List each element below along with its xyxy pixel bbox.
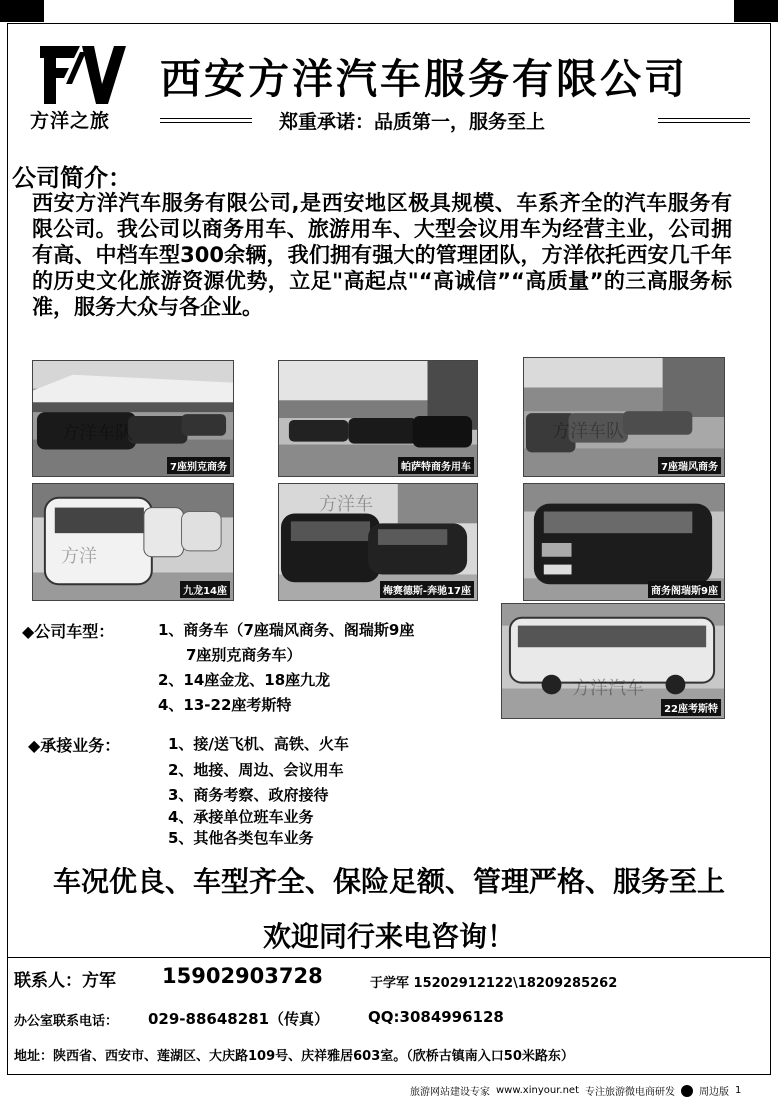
footer-dot-icon [681, 1085, 693, 1097]
services-heading: ◆承接业务： [28, 736, 121, 755]
photo-buick-7seat [32, 360, 234, 477]
banner-welcome: 欢迎同行来电咨询！ [262, 920, 515, 953]
service-line: 5、其他各类包车业务 [168, 829, 314, 847]
company-name: 西安方洋汽车服务有限公司 [160, 55, 688, 103]
banner-values: 车况优良、车型齐全、保险足额、管理严格、服务至上 [52, 865, 725, 898]
photo-label: 22座考斯特 [661, 699, 721, 716]
contact-second: 于学军 15202912122\18209285262 [370, 976, 618, 991]
corner-bar-right [734, 0, 778, 22]
footer-site[interactable]: www.xinyour.net [496, 1085, 579, 1096]
photo-coaster-22seat [501, 603, 725, 719]
contact-person: 联系人：方军 [14, 971, 116, 991]
corner-bar-left [0, 0, 44, 22]
service-line: 4、承接单位班车业务 [168, 808, 314, 826]
photo-watermark: 方洋车 [319, 494, 373, 515]
vehicle-line: 7座别克商务车） [186, 646, 302, 664]
vehicle-line: 2、14座金龙、18座九龙 [158, 671, 331, 689]
photo-label: 梅赛德斯-奔驰17座 [380, 581, 474, 598]
photo-label: 商务阁瑞斯9座 [648, 581, 721, 598]
divider [8, 957, 770, 958]
footer-middle: 专注旅游微电商研发 [585, 1087, 675, 1098]
photo-jiulong-14seat [32, 483, 234, 601]
photo-passat [278, 360, 478, 477]
logo-caption: 方洋之旅 [30, 110, 111, 132]
qq-number[interactable]: QQ:3084996128 [368, 1008, 504, 1026]
service-line: 1、接/送飞机、高铁、火车 [168, 735, 349, 753]
photo-refine-7seat [523, 357, 725, 477]
page-number: 1 [735, 1085, 742, 1096]
photo-watermark: 方洋车队 [61, 422, 133, 444]
company-logo [36, 44, 128, 106]
photo-label: 7座瑞风商务 [658, 457, 721, 474]
service-line: 2、地接、周边、会议用车 [168, 761, 344, 779]
intro-heading: 公司简介： [12, 164, 132, 192]
vehicles-heading: ◆公司车型： [22, 622, 115, 641]
address: 地址：陕西省、西安市、莲湖区、大庆路109号、庆祥雅居603室。（欣桥古镇南入口50米路东） [14, 1049, 574, 1064]
office-phone-label: 办公室联系电话： [14, 1014, 119, 1029]
service-line: 3、商务考察、政府接待 [168, 786, 329, 804]
photo-label: 7座别克商务 [167, 457, 230, 474]
vehicle-line: 1、商务车（7座瑞风商务、阁瑞斯9座 [158, 621, 415, 639]
photo-mercedes-17seat [278, 483, 478, 601]
intro-body: 西安方洋汽车服务有限公司,是西安地区极具规模、车系齐全的汽车服务有限公司。我公司以商务用车、旅游用车、大型会议用车为经营主业，公司拥有高、中档车型300余辆，我们拥有强大的管理团队，方洋依托西安几千年的历史文化旅游资源优势，立足"高起点"“高诚信”“高质量”的三高服务标准，服务大众与各企业。 [32, 191, 732, 319]
photo-label: 帕萨特商务用车 [398, 457, 474, 474]
contact-person-phone[interactable]: 15902903728 [162, 964, 323, 988]
footer [410, 1083, 741, 1098]
slogan-rule-right [658, 118, 750, 123]
footer-right: 周边版 [699, 1087, 729, 1098]
photo-label: 九龙14座 [180, 581, 230, 598]
photo-watermark: 方洋车队 [552, 421, 624, 442]
footer-left: 旅游网站建设专家 [410, 1087, 490, 1098]
vehicle-line: 4、13-22座考斯特 [158, 696, 292, 714]
slogan: 郑重承诺：品质第一，服务至上 [279, 111, 546, 133]
slogan-rule-left [160, 118, 252, 123]
photo-watermark: 方洋汽车 [572, 678, 644, 699]
photo-granvia-9seat [523, 483, 725, 601]
office-phone[interactable]: 029-88648281（传真） [148, 1010, 330, 1028]
photo-watermark: 方洋 [61, 546, 97, 567]
